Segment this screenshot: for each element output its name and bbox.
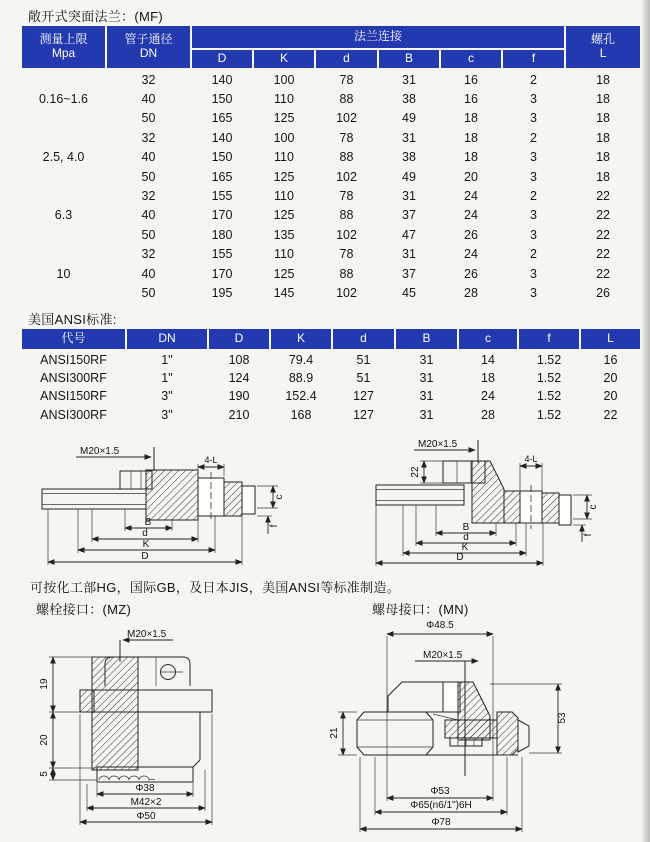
table-cell: 3 [530, 266, 537, 281]
table-cell: 88.9 [288, 371, 314, 386]
dim-dd-label: D [141, 551, 149, 562]
table-row [21, 206, 641, 225]
table-cell: 18 [464, 111, 478, 126]
table-cell: 3 [530, 285, 537, 300]
table-cell: 51 [356, 371, 371, 386]
header-col: d [332, 328, 395, 350]
table-cell: 31 [419, 407, 434, 422]
thread-42-label: M42×2 [130, 797, 162, 808]
table-cell: 100 [273, 72, 295, 87]
table-cell: 22 [596, 208, 610, 223]
table-cell: 165 [211, 169, 233, 184]
table-cell: 124 [228, 371, 250, 386]
table-cell: 3" [161, 407, 173, 422]
dim-k-label: K [142, 539, 150, 550]
pipe-body [42, 489, 146, 509]
thread-neck [443, 682, 460, 712]
table-cell: 165 [211, 111, 233, 126]
table-row [21, 369, 641, 387]
table-cell: 3 [530, 92, 537, 107]
table-cell: 150 [211, 150, 233, 165]
table-cell: 47 [402, 227, 416, 242]
header-sub-col: d [315, 49, 378, 69]
header-pressure-cn: 测量上限 [39, 32, 88, 47]
table-cell: 102 [336, 111, 357, 126]
flange-ring-section [542, 493, 559, 523]
raised-face [559, 495, 571, 525]
dim-c-label: c [588, 504, 599, 510]
table-cell: 2 [530, 247, 537, 262]
table-cell: 20 [603, 371, 618, 386]
table-row [21, 167, 641, 186]
table-cell: 152.4 [285, 389, 317, 404]
table-row [21, 89, 641, 108]
dia-485-label: Φ48.5 [426, 620, 454, 631]
header-sub-col: K [253, 49, 315, 69]
table-cell: 20 [603, 389, 618, 404]
table-cell: 26 [464, 266, 478, 281]
table-cell: 102 [336, 285, 357, 300]
table-cell: 2 [530, 189, 537, 204]
header-pressure-unit: Mpa [51, 46, 76, 60]
table-row [21, 186, 641, 205]
table-cell: 3" [161, 389, 173, 404]
dim-d-label: d [142, 528, 148, 539]
table-cell: 40 [141, 150, 156, 165]
flange-hub-section [146, 470, 198, 520]
table-cell: 24 [464, 208, 478, 223]
table-cell: 31 [419, 371, 434, 386]
table-cell: 210 [228, 407, 250, 422]
mf-flange-table [20, 24, 642, 303]
table-cell: 24 [481, 389, 495, 404]
table-cell: 45 [402, 285, 416, 300]
table-cell: 40 [141, 266, 156, 281]
table-cell: 180 [211, 227, 233, 242]
table-cell: 49 [402, 111, 416, 126]
table-cell: 26 [464, 227, 478, 242]
mn-drawing [330, 616, 650, 842]
thread-label: M20×1.5 [80, 446, 120, 457]
table-cell: 135 [273, 227, 295, 242]
table-cell: 88 [339, 208, 354, 223]
table-cell: 51 [356, 353, 371, 368]
table-cell: 3 [530, 227, 537, 242]
table-cell: 125 [273, 111, 295, 126]
header-dn [106, 25, 191, 69]
table-cell: 18 [481, 371, 495, 386]
table-cell: 37 [402, 208, 416, 223]
table-cell: 125 [273, 266, 295, 281]
dia-50-label: Φ50 [136, 811, 156, 822]
table-cell: 78 [339, 189, 354, 204]
ansi-section-heading: 美国ANSI标准: [28, 312, 117, 327]
table-cell: 1.52 [536, 371, 562, 386]
table-cell: 145 [273, 285, 295, 300]
thread-label: M20×1.5 [418, 439, 458, 450]
dia-38-label: Φ38 [135, 783, 155, 794]
hex-body [357, 712, 433, 755]
table-cell: 2 [530, 130, 537, 145]
table-cell: 3 [530, 208, 537, 223]
header-col: K [270, 328, 332, 350]
table-cell: 38 [402, 92, 416, 107]
header-sub-col: c [440, 49, 502, 69]
header-col: DN [126, 328, 208, 350]
bolt-holes-label: 4-L [524, 454, 538, 464]
table-cell: 3 [530, 150, 537, 165]
table-cell: 140 [211, 72, 233, 87]
standards-note: 可按化工部HG，国际GB，及日本JIS，美国ANSI等标准制造。 [30, 580, 401, 595]
table-row [21, 245, 641, 264]
table-cell: 110 [274, 189, 294, 204]
lock-nut-section [497, 712, 518, 755]
header-dn-cn: 管子通径 [124, 32, 173, 47]
dim-5-label: 5 [39, 771, 50, 777]
table-cell: 22 [596, 227, 610, 242]
table-cell: ANSI300RF [40, 407, 107, 422]
table-cell: 18 [464, 150, 478, 165]
dim-19-label: 19 [39, 678, 50, 690]
flange-drawing-left [30, 442, 292, 576]
table-cell: 20 [464, 169, 478, 184]
ansi-table [20, 327, 642, 424]
table-cell: 102 [336, 169, 357, 184]
table-cell: 24 [464, 189, 478, 204]
dim-21-label: 21 [329, 727, 340, 739]
table-cell: 50 [141, 111, 156, 126]
flange-drawing-right [358, 435, 650, 569]
dim-f-label: f [269, 524, 280, 528]
header-col: D [208, 328, 270, 350]
table-cell: 1" [161, 353, 173, 368]
table-cell: 3 [530, 169, 537, 184]
table-cell: 38 [402, 150, 416, 165]
table-cell: 1" [161, 371, 173, 386]
table-cell: 127 [353, 407, 374, 422]
header-col: f [518, 328, 580, 350]
dim-k-label: K [461, 542, 469, 553]
table-cell: 50 [141, 227, 156, 242]
table-cell: 18 [464, 130, 478, 145]
table-cell: 140 [211, 130, 233, 145]
table-cell: 31 [402, 130, 416, 145]
dia-78-label: Φ78 [431, 817, 451, 828]
table-cell: 50 [141, 285, 156, 300]
table-cell: 108 [228, 353, 250, 368]
table-cell: 155 [211, 247, 233, 262]
table-row [21, 406, 641, 424]
table-cell: 22 [596, 266, 610, 281]
table-cell: 32 [141, 72, 156, 87]
table-cell: ANSI300RF [40, 371, 107, 386]
thread-label: M20×1.5 [423, 650, 463, 661]
mz-drawing [35, 622, 240, 842]
mn-section-heading: 螺母接口：(MN) [372, 602, 469, 617]
table-cell: 18 [596, 111, 610, 126]
table-cell: 32 [141, 247, 156, 262]
table-row [21, 148, 641, 167]
bolt-holes-label: 4-L [204, 455, 218, 465]
table-cell: 16 [464, 72, 478, 87]
table-cell: 22 [596, 189, 610, 204]
table-cell: 31 [419, 389, 434, 404]
table-cell: 110 [274, 247, 294, 262]
header-bolt-code: L [599, 46, 607, 60]
table-cell: 28 [481, 407, 495, 422]
table-cell: 22 [596, 247, 610, 262]
header-col: c [458, 328, 518, 350]
dim-d-label: d [463, 532, 469, 543]
dim-dd-label: D [456, 552, 464, 563]
thread-label: M20×1.5 [127, 629, 167, 640]
table-cell: 125 [273, 169, 295, 184]
table-row [21, 350, 641, 369]
pressure-cell: 2.5, 4.0 [42, 150, 85, 165]
table-cell: 31 [419, 353, 434, 368]
dim-f-label: f [583, 533, 594, 537]
thread-scallops [99, 776, 155, 780]
pressure-cell: 10 [56, 266, 71, 281]
table-cell: 22 [603, 407, 618, 422]
table-cell: 32 [141, 189, 156, 204]
table-cell: 78 [339, 130, 354, 145]
pressure-cell: 0.16~1.6 [38, 92, 88, 107]
header-sub-col: B [378, 49, 440, 69]
table-cell: 16 [603, 353, 618, 368]
table-cell: 100 [273, 130, 295, 145]
raised-face [242, 486, 255, 514]
flange-ring-section [224, 482, 242, 516]
table-cell: 155 [211, 189, 233, 204]
nut-height-label: 22 [410, 466, 421, 478]
table-cell: 24 [464, 247, 478, 262]
pressure-cell: 6.3 [54, 208, 73, 223]
table-cell: 195 [211, 285, 233, 300]
table-row [21, 283, 641, 302]
table-cell: 14 [481, 353, 495, 368]
table-cell: 18 [596, 92, 610, 107]
table-cell: 78 [339, 72, 354, 87]
table-cell: 28 [464, 285, 478, 300]
table-cell: 18 [596, 72, 610, 87]
table-cell: 1.52 [536, 353, 562, 368]
table-cell: 2 [530, 72, 537, 87]
end-cap [518, 720, 529, 752]
dim-20-label: 20 [39, 734, 50, 746]
table-cell: 110 [274, 92, 294, 107]
table-cell: 16 [464, 92, 478, 107]
table-cell: 18 [596, 130, 610, 145]
table-row [21, 264, 641, 283]
table-cell: 50 [141, 169, 156, 184]
header-col: B [395, 328, 458, 350]
dia-53-label: Φ53 [430, 786, 450, 797]
header-dn-code: DN [139, 46, 158, 60]
table-cell: 88 [339, 150, 354, 165]
table-row [21, 109, 641, 128]
header-sub-col: D [191, 49, 253, 69]
header-bolt-cn: 螺孔 [591, 32, 616, 47]
table-cell: 168 [290, 407, 312, 422]
table-cell: 31 [402, 72, 416, 87]
header-pressure [21, 25, 106, 69]
cone-hub-section [472, 461, 504, 523]
header-sub-col: f [502, 49, 565, 69]
dim-b-label: B [462, 522, 470, 533]
mz-section-heading: 螺栓接口：(MZ) [36, 602, 132, 617]
table-cell: 1.52 [536, 407, 562, 422]
table-cell: 37 [402, 266, 416, 281]
table-row [21, 69, 641, 89]
table-cell: ANSI150RF [40, 353, 107, 368]
header-flange-group: 法兰连接 [191, 25, 565, 49]
header-col: 代号 [21, 328, 126, 350]
table-cell: 18 [596, 169, 610, 184]
table-row [21, 128, 641, 147]
table-cell: 32 [141, 130, 156, 145]
table-cell: 78 [339, 247, 354, 262]
pipe-body [376, 485, 464, 505]
table-cell: 31 [402, 189, 416, 204]
table-cell: 79.4 [288, 353, 314, 368]
table-cell: 102 [336, 227, 357, 242]
dim-c-label: c [274, 494, 285, 500]
table-row [21, 225, 641, 244]
dim-53-label: 53 [557, 712, 568, 724]
dim-b-label: B [144, 517, 152, 528]
table-cell: 88 [339, 266, 354, 281]
table-cell: 18 [596, 150, 610, 165]
table-cell: 110 [274, 150, 294, 165]
page-title: 敞开式突面法兰：(MF) [28, 9, 164, 24]
header-bolt-hole [565, 25, 641, 69]
table-cell: 49 [402, 169, 416, 184]
table-cell: 31 [402, 247, 416, 262]
table-cell: 125 [273, 208, 295, 223]
upper-flange-block [388, 682, 443, 712]
mid-section [445, 720, 497, 738]
table-row [21, 387, 641, 405]
table-cell: 26 [596, 285, 610, 300]
hub-ring-section [504, 491, 520, 523]
table-cell: 40 [141, 208, 156, 223]
table-cell: 3 [530, 111, 537, 126]
body-section [92, 657, 138, 770]
table-cell: 150 [211, 92, 233, 107]
table-cell: 88 [339, 92, 354, 107]
table-cell: 190 [228, 389, 250, 404]
table-cell: 1.52 [536, 389, 562, 404]
header-col: L [580, 328, 641, 350]
dia-65-label: Φ65(n6/1")6H [410, 800, 472, 811]
table-cell: 127 [353, 389, 374, 404]
table-cell: 170 [211, 208, 233, 223]
table-cell: ANSI150RF [40, 389, 107, 404]
table-cell: 40 [141, 92, 156, 107]
table-cell: 170 [211, 266, 233, 281]
